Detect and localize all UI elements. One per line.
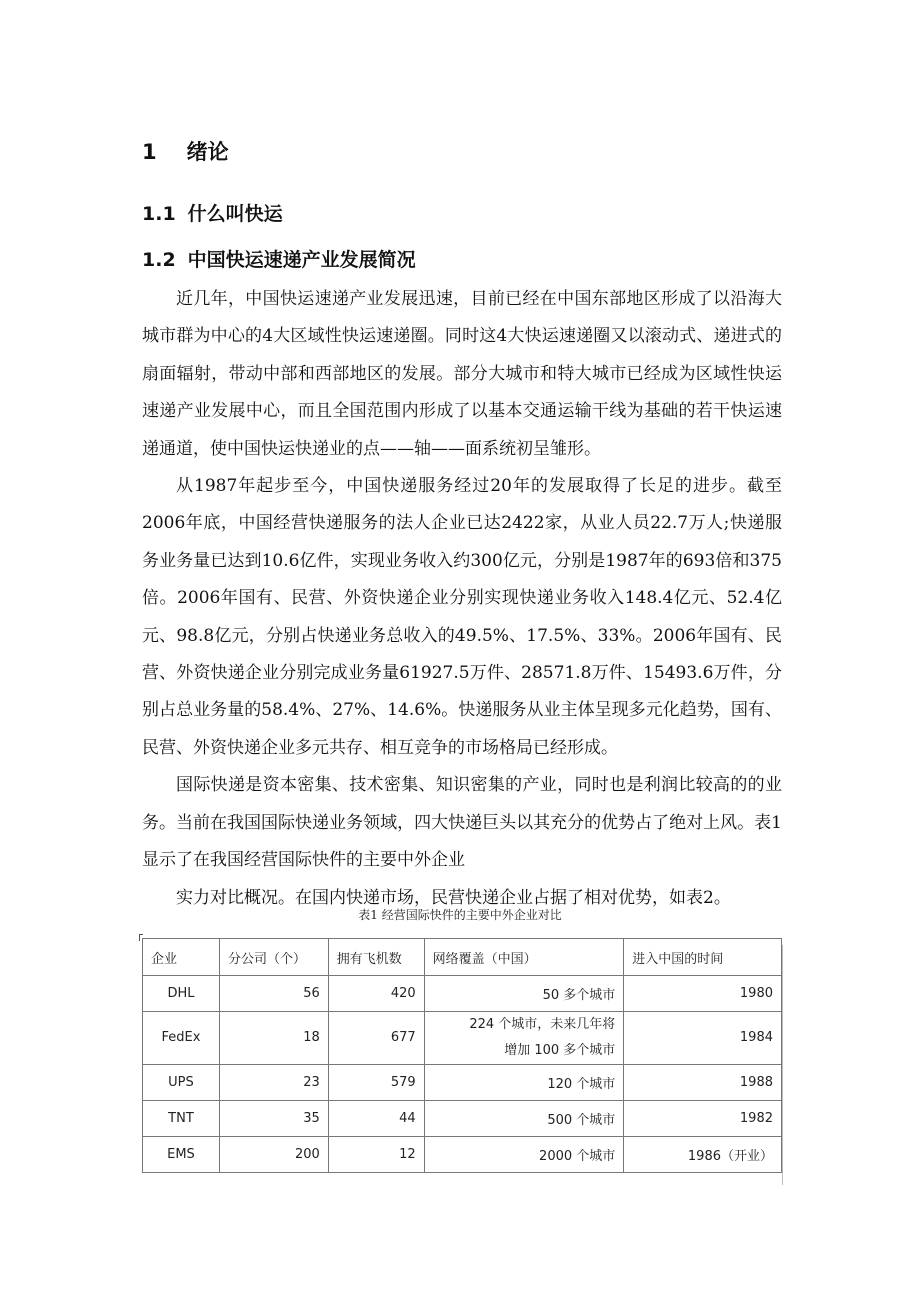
paragraph: 国际快递是资本密集、技术密集、知识密集的产业，同时也是利润比较高的的业务。当前在我国国际快递业务领域，四大快递巨头以其充分的优势占了绝对上风。表1显示了在我国经营国际快件的主要中外企业 <box>142 775 782 871</box>
table-row <box>143 1101 782 1137</box>
table-row <box>143 1012 782 1065</box>
company-cell: FedEx <box>143 1012 220 1065</box>
table-row <box>143 1065 782 1101</box>
planes-cell: 420 <box>328 976 424 1012</box>
column-header: 拥有飞机数 <box>328 939 424 976</box>
network-line: 224 个城市，未来几年将 <box>469 1017 616 1032</box>
network-cell: 50 多个城市 <box>424 976 624 1012</box>
network-cell <box>424 1012 624 1065</box>
year-cell: 1988 <box>624 1065 782 1101</box>
column-header: 进入中国的时间 <box>624 939 782 976</box>
network-cell: 2000 个城市 <box>424 1137 624 1173</box>
branches-cell: 23 <box>219 1065 328 1101</box>
network-cell: 120 个城市 <box>424 1065 624 1101</box>
section-title: 什么叫快运 <box>187 203 283 225</box>
planes-cell: 12 <box>328 1137 424 1173</box>
planes-cell: 579 <box>328 1065 424 1101</box>
table-caption: 表1 经营国际快件的主要中外企业对比 <box>358 908 562 922</box>
year-cell: 1980 <box>624 976 782 1012</box>
planes-cell: 677 <box>328 1012 424 1065</box>
comparison-table <box>142 938 782 1173</box>
section-number: 1.1 <box>142 203 176 225</box>
chapter-title: 绪论 <box>186 140 229 164</box>
company-cell: EMS <box>143 1137 220 1173</box>
table-row <box>143 1137 782 1173</box>
section-number: 1.2 <box>142 249 176 271</box>
planes-cell: 44 <box>328 1101 424 1137</box>
column-header: 企业 <box>143 939 220 976</box>
company-cell: TNT <box>143 1101 220 1137</box>
column-header: 分公司（个） <box>219 939 328 976</box>
section-heading-1-2 <box>142 245 416 272</box>
paragraph: 从1987年起步至今，中国快递服务经过20年的发展取得了长足的进步。截至2006年底，中国经营快递服务的法人企业已达2422家，从业人员22.7万人;快递服务业务量已达到10.6亿件，实现业务收入约300亿元，分别是1987年的693倍和375倍。2006年国有、民营、外资快递企业分别实现快递业务收入148.4亿元、52.4亿元、98.8亿元，分别占快递业务总收入的49.5%、17.5%、33%。2006年国有、民营、外资快递企业分别完成业务量61927.5万件、28571.8万件、15493.6万件，分别占总业务量的58.4%、27%、14.6%。快递服务从业主体呈现多元化趋势，国有、民营、外资快递企业多元共存、相互竞争的市场格局已经形成。 <box>142 476 782 758</box>
paragraph: 实力对比概况。在国内快递市场，民营快递企业占据了相对优势，如表2。 <box>176 887 731 908</box>
table-header-row <box>143 939 782 976</box>
company-cell: UPS <box>143 1065 220 1101</box>
chapter-number: 1 <box>142 140 157 164</box>
paragraph: 近几年，中国快运速递产业发展迅速，目前已经在中国东部地区形成了以沿海大城市群为中心的4大区域性快运速递圈。同时这4大快运速递圈又以滚动式、递进式的扇面辐射，带动中部和西部地区的发展。部分大城市和特大城市已经成为区域性快运速递产业发展中心，而且全国范围内形成了以基本交通运输干线为基础的若干快运速递通道，使中国快运快递业的点——轴——面系统初呈雏形。 <box>142 289 782 459</box>
year-cell: 1986（开业） <box>624 1137 782 1173</box>
branches-cell: 200 <box>219 1137 328 1173</box>
table-row <box>143 976 782 1012</box>
body-text <box>142 281 782 917</box>
company-cell: DHL <box>143 976 220 1012</box>
section-heading-1-1 <box>142 199 283 226</box>
branches-cell: 56 <box>219 976 328 1012</box>
column-header: 网络覆盖（中国） <box>424 939 624 976</box>
network-cell: 500 个城市 <box>424 1101 624 1137</box>
network-line: 增加 100 多个城市 <box>504 1043 616 1058</box>
chapter-heading <box>142 136 229 166</box>
branches-cell: 18 <box>219 1012 328 1065</box>
year-cell: 1984 <box>624 1012 782 1065</box>
branches-cell: 35 <box>219 1101 328 1137</box>
section-title: 中国快运速递产业发展简况 <box>187 249 416 271</box>
table-side-rule <box>782 945 783 1185</box>
year-cell: 1982 <box>624 1101 782 1137</box>
